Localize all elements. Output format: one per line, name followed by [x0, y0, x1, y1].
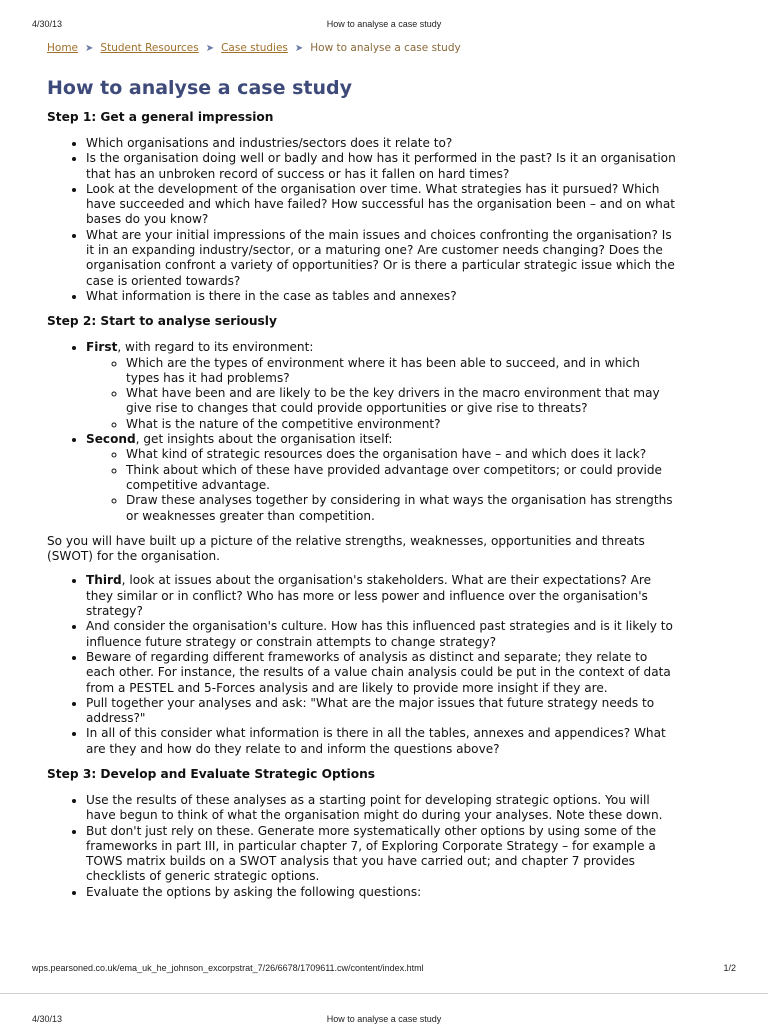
third-text: , look at issues about the organisation's stakeholders. What are their expectations? Are they similar or in conflict? Who has more or less power and influence over the organisation's strategy?	[86, 573, 652, 619]
step1-heading: Step 1: Get a general impression	[47, 110, 274, 124]
list-item: • What information is there in the case as tables and annexes?	[86, 289, 677, 304]
page-title: How to analyse a case study	[47, 77, 352, 99]
arrow-right-icon: ➤	[205, 42, 215, 54]
step3-list	[47, 793, 677, 900]
arrow-right-icon: ➤	[85, 42, 94, 54]
print-footer	[32, 963, 736, 973]
print-title: How to analyse a case study	[326, 19, 442, 29]
list-item: • Which organisations and industries/sectors does it relate to?	[86, 136, 677, 151]
list-item: ◦ Which are the types of environment where it has been able to succeed, and in which types has it had problems?	[126, 356, 677, 387]
page-number: 1/2	[723, 963, 736, 973]
list-item: ◦ Draw these analyses together by considering in what ways the organisation has strengths or weaknesses greater than competition.	[126, 493, 677, 524]
list-item: • Evaluate the options by asking the following questions:	[86, 885, 677, 900]
breadcrumb-case-studies-link[interactable]: Case studies	[221, 42, 288, 54]
step2-heading: Step 2: Start to analyse seriously	[47, 314, 277, 329]
list-item: • And consider the organisation's culture. How has this influenced past strategies and is it likely to influence future strategy or constrain attempts to change strategy?	[86, 619, 677, 650]
first-text: , with regard to its environment:	[117, 340, 314, 355]
breadcrumb-current: How to analyse a case study	[310, 42, 461, 54]
list-item: • Look at the development of the organisation over time. What strategies has it pursued? Which have succeeded and which have failed? How successful has the organisation been – and on what bases do you know?	[86, 182, 677, 228]
print-date: 4/30/13	[32, 19, 63, 29]
list-item: • Is the organisation doing well or badly and how has it performed in the past? Is it an organisation that has an unbroken record of success or has it fallen on hard times?	[86, 151, 677, 182]
breadcrumb-student-resources-link[interactable]: Student Resources	[100, 42, 199, 54]
step2-list	[47, 340, 677, 524]
breadcrumb-home-link[interactable]: Home	[47, 42, 79, 54]
list-item: • But don't just rely on these. Generate more systematically other options by using some of the frameworks in part III, in particular chapter 7, of Exploring Corporate Strategy – for example a TOWS matrix builds on a SWOT analysis that you have carried out; and chapter 7 provides checklists of generic strategic options.	[86, 824, 677, 885]
second-sublist	[86, 447, 677, 523]
list-item: ◦ What kind of strategic resources does the organisation have – and which does it lack?	[126, 447, 677, 462]
print-title: How to analyse a case study	[326, 1014, 442, 1024]
list-item: ◦ What is the nature of the competitive environment?	[126, 417, 677, 432]
page-url: wps.pearsoned.co.uk/ema_uk_he_johnson_excorpstrat_7/26/6678/1709611.cw/content/index.html	[32, 963, 424, 973]
first-label: First	[86, 340, 118, 355]
list-item	[86, 573, 677, 619]
step1-list	[47, 136, 677, 304]
swot-paragraph: So you will have built up a picture of the relative strengths, weaknesses, opportunities and threats (SWOT) for the organisation.	[47, 533, 645, 564]
page-divider	[0, 993, 768, 994]
step3-heading: Step 3: Develop and Evaluate Strategic Options	[47, 766, 376, 781]
list-item	[86, 340, 677, 432]
list-item	[86, 432, 677, 524]
list-item: • What are your initial impressions of the main issues and choices confronting the organisation? Is it in an expanding industry/sector, or a maturing one? Are customer needs changing? Does the organisation confront a variety of opportunities? Or is there a particular strategic issue which the case is oriented towards?	[86, 228, 677, 289]
print-header-next-page	[32, 1014, 736, 1024]
first-sublist	[86, 356, 677, 432]
second-label: Second	[86, 432, 136, 447]
list-item: • Use the results of these analyses as a starting point for developing strategic options. You will have begun to think of what the organisation might do during your analyses. Note these down.	[86, 793, 677, 824]
list-item: • Pull together your analyses and ask: "What are the major issues that future strategy needs to address?"	[86, 696, 677, 727]
print-date: 4/30/13	[32, 1014, 63, 1024]
list-item: • Beware of regarding different frameworks of analysis as distinct and separate; they relate to each other. For instance, the results of a value chain analysis could be put in the context of data from a PESTEL and 5-Forces analysis and are likely to provide more insight if they are.	[86, 650, 677, 696]
list-item: ◦ What have been and are likely to be the key drivers in the macro environment that may give rise to changes that could provide opportunities or give rise to threats?	[126, 386, 677, 417]
arrow-right-icon: ➤	[294, 42, 304, 54]
print-header	[32, 19, 736, 29]
list-item: ◦ Think about which of these have provided advantage over competitors; or could provide competitive advantage.	[126, 463, 677, 494]
third-label: Third	[86, 573, 122, 588]
article	[47, 75, 677, 900]
second-text: , get insights about the organisation itself:	[135, 432, 393, 447]
list-item: • In all of this consider what information is there in all the tables, annexes and appendices? What are they and how do they relate to and inform the questions above?	[86, 726, 677, 757]
breadcrumb	[47, 42, 461, 54]
step2-more-list	[47, 573, 677, 757]
